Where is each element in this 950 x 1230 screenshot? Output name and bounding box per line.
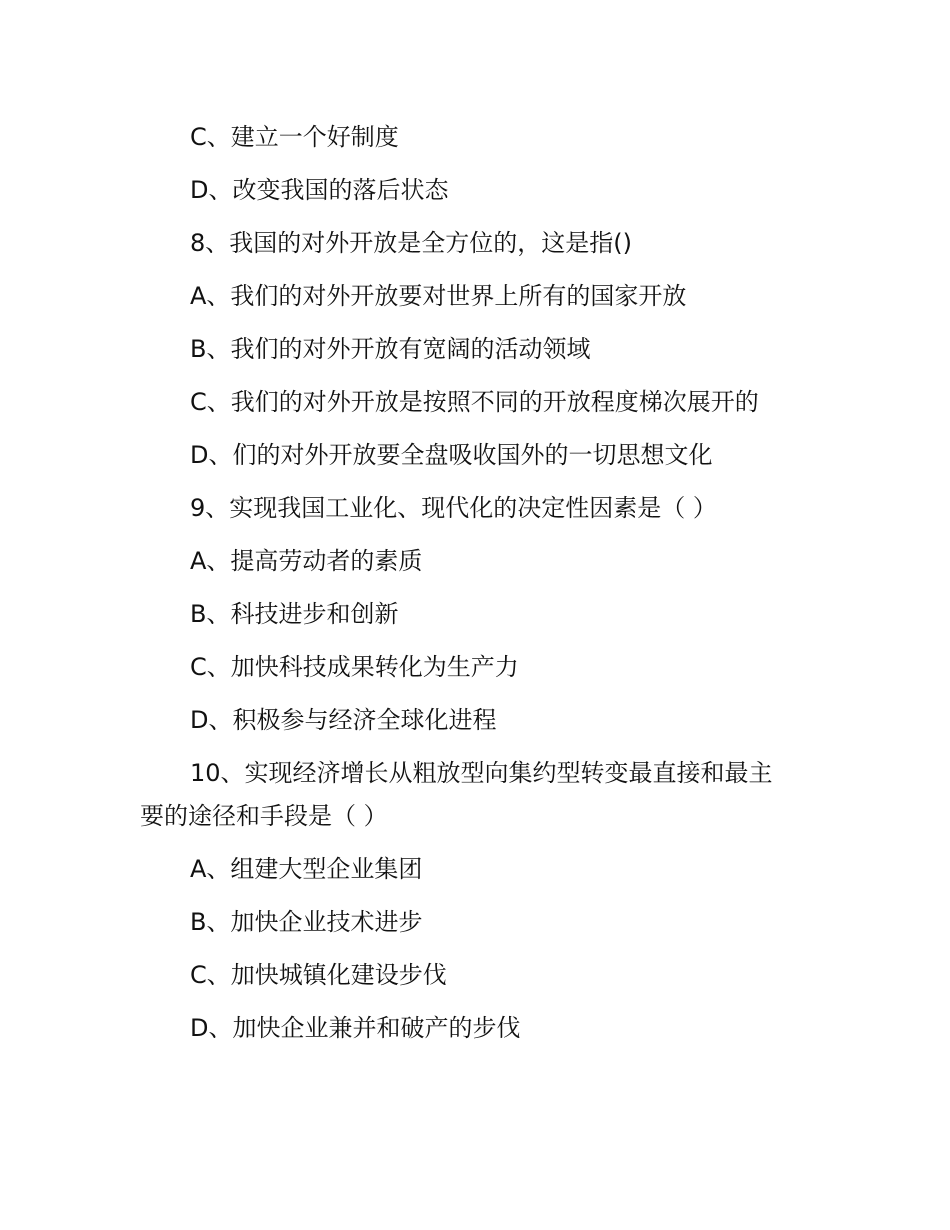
question-10-line-1: 10、实现经济增长从粗放型向集约型转变最直接和最主 — [190, 759, 773, 787]
option-c-q10: C、加快城镇化建设步伐 — [190, 961, 447, 989]
option-a-q8: A、我们的对外开放要对世界上所有的国家开放 — [190, 282, 687, 310]
question-10-line-2: 要的途径和手段是（ ） — [140, 802, 388, 830]
option-d-q8: D、们的对外开放要全盘吸收国外的一切思想文化 — [190, 441, 713, 469]
option-d-q9: D、积极参与经济全球化进程 — [190, 706, 497, 734]
option-b-q10: B、加快企业技术进步 — [190, 908, 423, 936]
option-b-q8: B、我们的对外开放有宽阔的活动领域 — [190, 335, 591, 363]
option-c-q7: C、建立一个好制度 — [190, 123, 399, 151]
option-d-q10: D、加快企业兼并和破产的步伐 — [190, 1014, 521, 1042]
option-b-q9: B、科技进步和创新 — [190, 600, 399, 628]
option-a-q9: A、提高劳动者的素质 — [190, 547, 423, 575]
question-9: 9、实现我国工业化、现代化的决定性因素是（ ） — [190, 494, 717, 522]
question-8: 8、我国的对外开放是全方位的，这是指() — [190, 229, 632, 257]
option-c-q9: C、加快科技成果转化为生产力 — [190, 653, 519, 681]
option-d-q7: D、改变我国的落后状态 — [190, 176, 449, 204]
option-c-q8: C、我们的对外开放是按照不同的开放程度梯次展开的 — [190, 388, 759, 416]
option-a-q10: A、组建大型企业集团 — [190, 855, 423, 883]
